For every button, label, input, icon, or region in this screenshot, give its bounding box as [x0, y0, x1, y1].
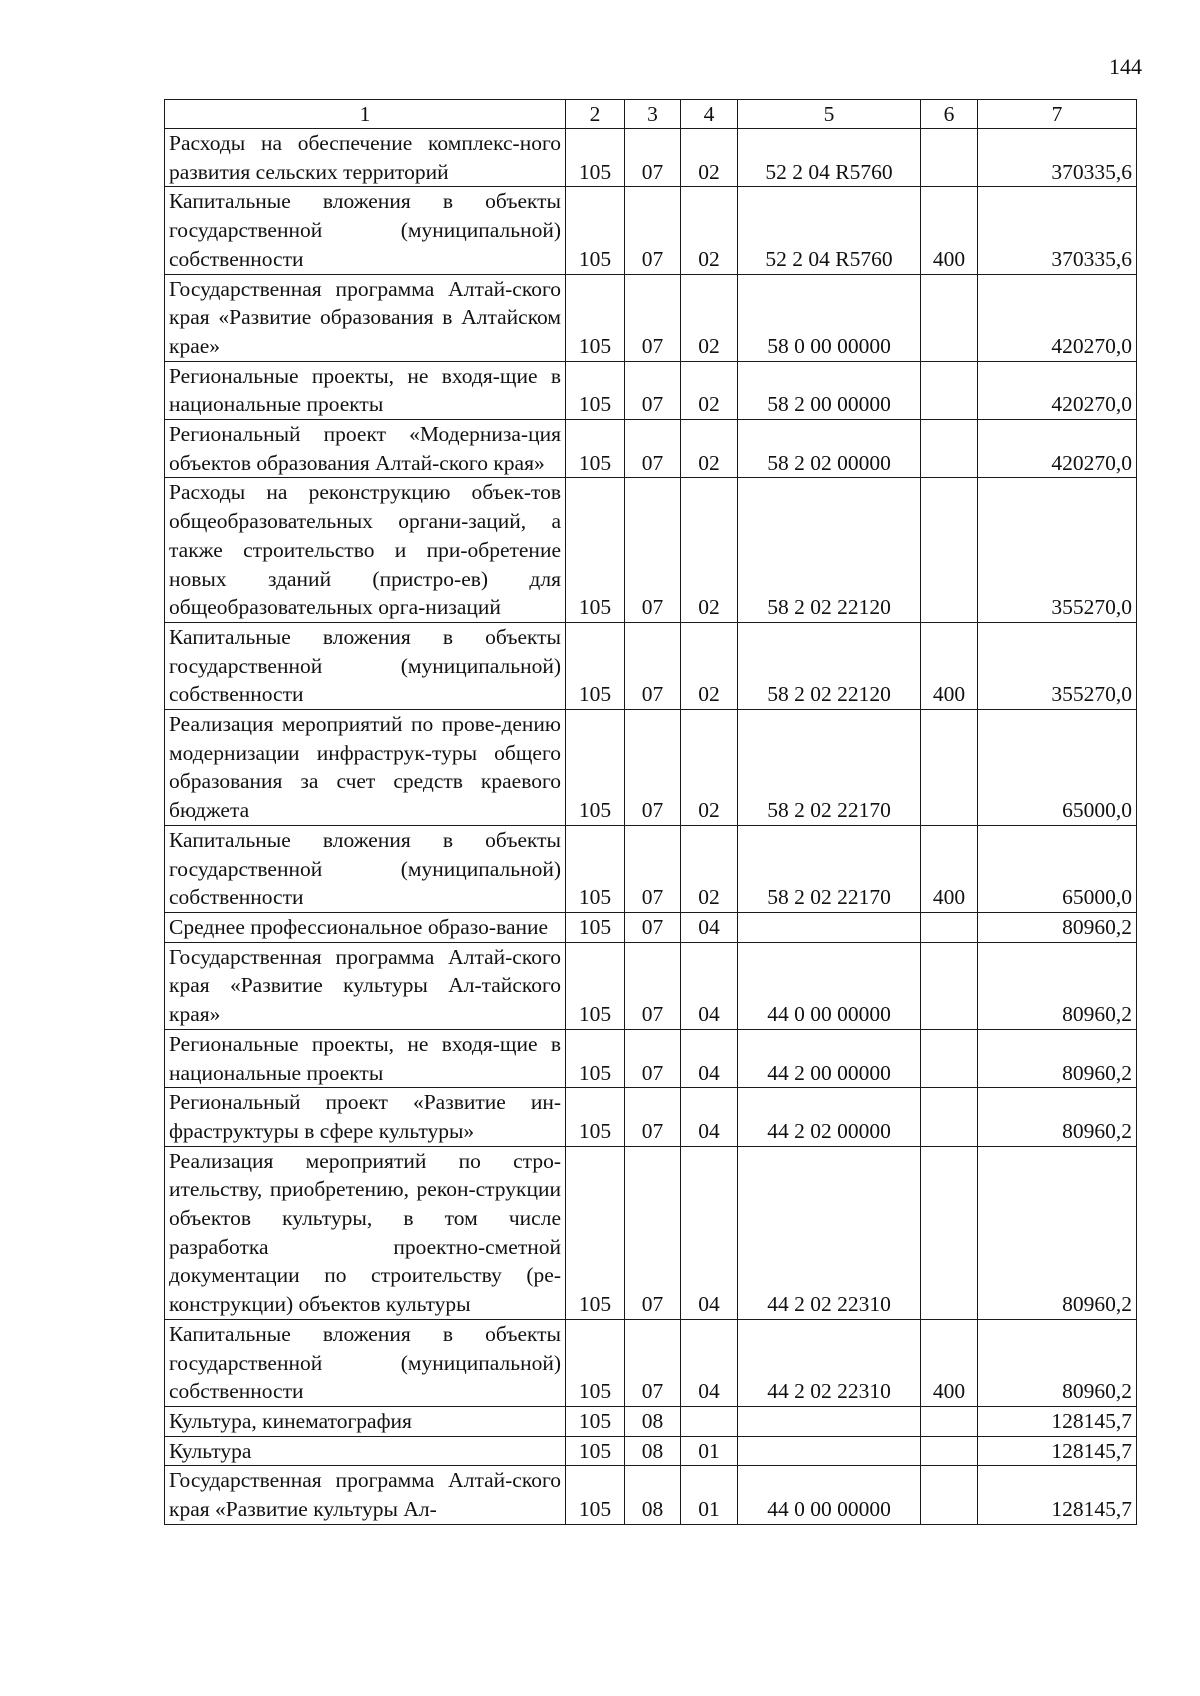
code-ministry: 105 [566, 361, 625, 419]
row-name: Капитальные вложения в объекты государственной (муниципальной) собственности [165, 622, 566, 709]
row-name: Культура [165, 1436, 566, 1466]
amount: 80960,2 [978, 1088, 1137, 1146]
row-name: Капитальные вложения в объекты государственной (муниципальной) собственности [165, 825, 566, 912]
row-name: Региональные проекты, не входя-щие в национальные проекты [165, 1029, 566, 1087]
code-expense-type [921, 942, 978, 1029]
table-row [165, 187, 1137, 274]
table-row [165, 622, 1137, 709]
code-expense-type [921, 129, 978, 187]
code-ministry: 105 [566, 1319, 625, 1406]
code-ministry: 105 [566, 912, 625, 942]
row-name: Культура, кинематография [165, 1406, 566, 1436]
page-number: 144 [1109, 54, 1142, 79]
amount: 80960,2 [978, 912, 1137, 942]
row-name: Реализация мероприятий по стро-ительству, приобретению, рекон-струкции объектов культуры, в том числе разработка проектно-сметной документации по строительству (ре-конструкции) объектов культуры [165, 1146, 566, 1319]
budget-table [164, 99, 1137, 1525]
code-target-article: 44 2 02 22310 [738, 1319, 921, 1406]
code-subsection: 02 [681, 622, 738, 709]
column-header: 5 [738, 100, 921, 129]
row-name: Расходы на реконструкцию объек-тов общеобразовательных органи-заций, а также строительство и при-обретение новых зданий (пристро-ев) для общеобразовательных орга-низаций [165, 478, 566, 623]
code-expense-type: 400 [921, 825, 978, 912]
table-row [165, 361, 1137, 419]
code-target-article: 58 2 02 22120 [738, 478, 921, 623]
column-header: 7 [978, 100, 1137, 129]
code-target-article: 58 2 02 22120 [738, 622, 921, 709]
amount: 128145,7 [978, 1406, 1137, 1436]
code-subsection: 04 [681, 1088, 738, 1146]
row-name: Региональный проект «Модерниза-ция объектов образования Алтай-ского края» [165, 420, 566, 478]
code-subsection: 02 [681, 361, 738, 419]
code-expense-type [921, 420, 978, 478]
code-section: 07 [625, 825, 681, 912]
row-name: Региональные проекты, не входя-щие в национальные проекты [165, 361, 566, 419]
code-subsection: 01 [681, 1466, 738, 1524]
amount: 420270,0 [978, 274, 1137, 361]
amount: 420270,0 [978, 420, 1137, 478]
code-expense-type: 400 [921, 622, 978, 709]
code-subsection: 04 [681, 942, 738, 1029]
code-expense-type [921, 1088, 978, 1146]
code-subsection: 04 [681, 1029, 738, 1087]
table-row [165, 1146, 1137, 1319]
code-subsection: 02 [681, 129, 738, 187]
code-section: 07 [625, 274, 681, 361]
code-expense-type [921, 1406, 978, 1436]
code-subsection [681, 1406, 738, 1436]
table-body [165, 129, 1137, 1525]
code-expense-type [921, 274, 978, 361]
code-target-article: 58 2 02 22170 [738, 825, 921, 912]
column-header: 2 [566, 100, 625, 129]
code-expense-type [921, 1029, 978, 1087]
code-ministry: 105 [566, 187, 625, 274]
code-ministry: 105 [566, 942, 625, 1029]
code-ministry: 105 [566, 1088, 625, 1146]
code-subsection: 02 [681, 478, 738, 623]
code-section: 08 [625, 1436, 681, 1466]
code-expense-type [921, 478, 978, 623]
code-subsection: 02 [681, 274, 738, 361]
table-row [165, 912, 1137, 942]
code-section: 07 [625, 710, 681, 826]
code-section: 07 [625, 361, 681, 419]
code-ministry: 105 [566, 825, 625, 912]
table-row [165, 1466, 1137, 1524]
code-section: 07 [625, 187, 681, 274]
table-row [165, 478, 1137, 623]
code-expense-type: 400 [921, 1319, 978, 1406]
amount: 370335,6 [978, 129, 1137, 187]
code-section: 07 [625, 129, 681, 187]
row-name: Региональный проект «Развитие ин-фраструктуры в сфере культуры» [165, 1088, 566, 1146]
code-target-article: 58 2 02 22170 [738, 710, 921, 826]
code-ministry: 105 [566, 478, 625, 623]
code-subsection: 04 [681, 1146, 738, 1319]
code-section: 07 [625, 420, 681, 478]
amount: 370335,6 [978, 187, 1137, 274]
code-target-article: 58 2 02 00000 [738, 420, 921, 478]
code-subsection: 04 [681, 1319, 738, 1406]
code-ministry: 105 [566, 622, 625, 709]
table-row [165, 129, 1137, 187]
row-name: Реализация мероприятий по прове-дению модернизации инфраструк-туры общего образования за счет средств краевого бюджета [165, 710, 566, 826]
amount: 128145,7 [978, 1436, 1137, 1466]
code-target-article: 52 2 04 R5760 [738, 187, 921, 274]
amount: 420270,0 [978, 361, 1137, 419]
code-subsection: 04 [681, 912, 738, 942]
table-row [165, 1029, 1137, 1087]
row-name: Капитальные вложения в объекты государственной (муниципальной) собственности [165, 1319, 566, 1406]
amount: 80960,2 [978, 1146, 1137, 1319]
code-target-article: 58 0 00 00000 [738, 274, 921, 361]
table-row [165, 420, 1137, 478]
table-row [165, 1319, 1137, 1406]
amount: 128145,7 [978, 1466, 1137, 1524]
code-target-article [738, 912, 921, 942]
code-section: 07 [625, 622, 681, 709]
row-name: Государственная программа Алтай-ского края «Развитие культуры Ал- [165, 1466, 566, 1524]
column-header: 4 [681, 100, 738, 129]
code-subsection: 02 [681, 420, 738, 478]
code-subsection: 01 [681, 1436, 738, 1466]
code-section: 08 [625, 1466, 681, 1524]
table-row [165, 825, 1137, 912]
amount: 65000,0 [978, 825, 1137, 912]
table-row [165, 1088, 1137, 1146]
code-ministry: 105 [566, 274, 625, 361]
code-ministry: 105 [566, 1406, 625, 1436]
code-target-article: 58 2 00 00000 [738, 361, 921, 419]
amount: 65000,0 [978, 710, 1137, 826]
code-expense-type [921, 361, 978, 419]
code-section: 07 [625, 1146, 681, 1319]
code-target-article: 44 2 02 22310 [738, 1146, 921, 1319]
code-expense-type [921, 710, 978, 826]
code-subsection: 02 [681, 710, 738, 826]
code-target-article: 44 0 00 00000 [738, 1466, 921, 1524]
table-row [165, 942, 1137, 1029]
code-section: 07 [625, 1029, 681, 1087]
code-target-article: 52 2 04 R5760 [738, 129, 921, 187]
code-expense-type [921, 1146, 978, 1319]
row-name: Расходы на обеспечение комплекс-ного развития сельских территорий [165, 129, 566, 187]
code-subsection: 02 [681, 187, 738, 274]
code-ministry: 105 [566, 1466, 625, 1524]
code-target-article: 44 0 00 00000 [738, 942, 921, 1029]
code-section: 07 [625, 1319, 681, 1406]
column-header: 1 [165, 100, 566, 129]
header-row [165, 100, 1137, 129]
table-row [165, 1406, 1137, 1436]
amount: 355270,0 [978, 622, 1137, 709]
code-expense-type: 400 [921, 187, 978, 274]
code-section: 07 [625, 912, 681, 942]
amount: 80960,2 [978, 1029, 1137, 1087]
code-ministry: 105 [566, 710, 625, 826]
code-ministry: 105 [566, 420, 625, 478]
code-expense-type [921, 912, 978, 942]
code-target-article: 44 2 02 00000 [738, 1088, 921, 1146]
amount: 355270,0 [978, 478, 1137, 623]
row-name: Государственная программа Алтай-ского края «Развитие образования в Алтайском крае» [165, 274, 566, 361]
code-target-article [738, 1406, 921, 1436]
table-row [165, 274, 1137, 361]
row-name: Среднее профессиональное образо-вание [165, 912, 566, 942]
row-name: Государственная программа Алтай-ского края «Развитие культуры Ал-тайского края» [165, 942, 566, 1029]
column-header: 6 [921, 100, 978, 129]
code-ministry: 105 [566, 1146, 625, 1319]
row-name: Капитальные вложения в объекты государственной (муниципальной) собственности [165, 187, 566, 274]
code-section: 07 [625, 1088, 681, 1146]
code-section: 07 [625, 478, 681, 623]
code-section: 07 [625, 942, 681, 1029]
column-header: 3 [625, 100, 681, 129]
table-row [165, 710, 1137, 826]
code-ministry: 105 [566, 129, 625, 187]
code-ministry: 105 [566, 1029, 625, 1087]
table-row [165, 1436, 1137, 1466]
code-target-article [738, 1436, 921, 1466]
code-expense-type [921, 1466, 978, 1524]
code-target-article: 44 2 00 00000 [738, 1029, 921, 1087]
code-expense-type [921, 1436, 978, 1466]
code-subsection: 02 [681, 825, 738, 912]
amount: 80960,2 [978, 942, 1137, 1029]
code-ministry: 105 [566, 1436, 625, 1466]
amount: 80960,2 [978, 1319, 1137, 1406]
code-section: 08 [625, 1406, 681, 1436]
